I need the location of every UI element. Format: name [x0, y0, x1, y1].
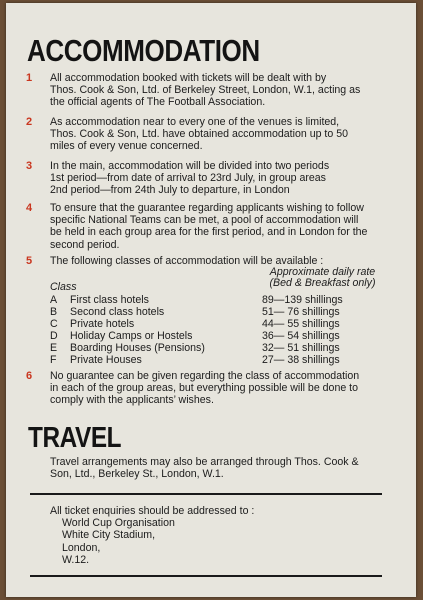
item-line: miles of every venue concerned. — [50, 140, 203, 153]
address-line: World Cup Organisation — [62, 517, 175, 530]
class-rate: 32— 51 shillings — [262, 342, 340, 354]
item-line: comply with the applicants’ wishes. — [50, 394, 214, 407]
class-letter: C — [50, 318, 58, 330]
class-letter: D — [50, 330, 58, 342]
divider-rule — [30, 575, 382, 577]
class-row — [50, 330, 380, 342]
item-number: 1 — [26, 72, 33, 84]
rate-header-line-2: (Bed & Breakfast only) — [269, 277, 376, 289]
address-line: W.12. — [62, 553, 90, 566]
class-row — [50, 318, 380, 330]
class-row — [50, 342, 380, 354]
class-row — [50, 354, 380, 366]
item-line: the official agents of The Football Association. — [50, 96, 266, 109]
class-letter: F — [50, 354, 57, 366]
leaflet-page — [6, 3, 416, 597]
address-line: London, — [62, 541, 101, 554]
class-column-header: Class — [50, 281, 77, 293]
item-number: 6 — [26, 370, 33, 382]
enquiries-block — [50, 505, 254, 566]
item-line: All accommodation booked with tickets will be dealt with by — [50, 72, 327, 84]
travel-paragraph — [50, 456, 395, 480]
rate-column-header — [260, 267, 385, 289]
item-line: 1st period—from date of arrival to 23rd July, in group areas — [50, 172, 326, 185]
class-letter: B — [50, 306, 58, 318]
accommodation-heading: ACCOMMODATION — [27, 33, 260, 68]
item-number: 2 — [26, 116, 33, 128]
item-line: in each of the group areas, but everything possible will be done to — [50, 382, 359, 395]
rate-header-line-1: Approximate daily rate — [269, 266, 376, 278]
class-name: Holiday Camps or Hostels — [70, 330, 193, 342]
item-line: Thos. Cook & Son, Ltd. have obtained accommodation up to 50 — [50, 128, 348, 141]
divider-rule — [30, 493, 382, 495]
class-letter: E — [50, 342, 58, 354]
item-line: 2nd period—from 24th July to departure, in London — [50, 184, 290, 197]
item-number: 3 — [26, 160, 33, 172]
class-rate: 36— 54 shillings — [262, 330, 340, 342]
item-line: specific National Teams can be met, a pool of accommodation will — [50, 214, 359, 227]
item-line: be held in each group area for the first period, and in London for the — [50, 226, 368, 239]
item-number: 4 — [26, 202, 33, 214]
item-line: No guarantee can be given regarding the class of accommodation — [50, 370, 360, 382]
class-name: First class hotels — [70, 294, 149, 306]
class-row — [50, 294, 380, 306]
item-line: Thos. Cook & Son, Ltd. of Berkeley Street, London, W.1, acting as — [50, 84, 361, 97]
class-rate: 27— 38 shillings — [262, 354, 340, 366]
class-rate: 89—139 shillings — [262, 294, 343, 306]
class-name: Second class hotels — [70, 306, 165, 318]
item-line: To ensure that the guarantee regarding applicants wishing to follow — [50, 202, 364, 214]
item-line: second period. — [50, 238, 120, 251]
class-letter: A — [50, 294, 58, 306]
travel-heading: TRAVEL — [28, 422, 122, 454]
travel-line: Son, Ltd., Berkeley St., London, W.1. — [50, 468, 224, 481]
class-row — [50, 306, 380, 318]
enquiries-intro: All ticket enquiries should be addressed to : — [50, 505, 255, 517]
item-line: As accommodation near to every one of the venues is limited, — [50, 116, 340, 128]
class-name: Boarding Houses (Pensions) — [70, 342, 205, 354]
travel-line: Travel arrangements may also be arranged through Thos. Cook & — [50, 456, 359, 468]
address-line: White City Stadium, — [62, 529, 156, 542]
class-name: Private Houses — [70, 354, 142, 366]
class-rate: 51— 76 shillings — [262, 306, 340, 318]
class-rate: 44— 55 shillings — [262, 318, 340, 330]
item-line: The following classes of accommodation will be available : — [50, 255, 324, 267]
item-number: 5 — [26, 255, 33, 267]
item-line: In the main, accommodation will be divided into two periods — [50, 160, 330, 172]
class-name: Private hotels — [70, 318, 135, 330]
